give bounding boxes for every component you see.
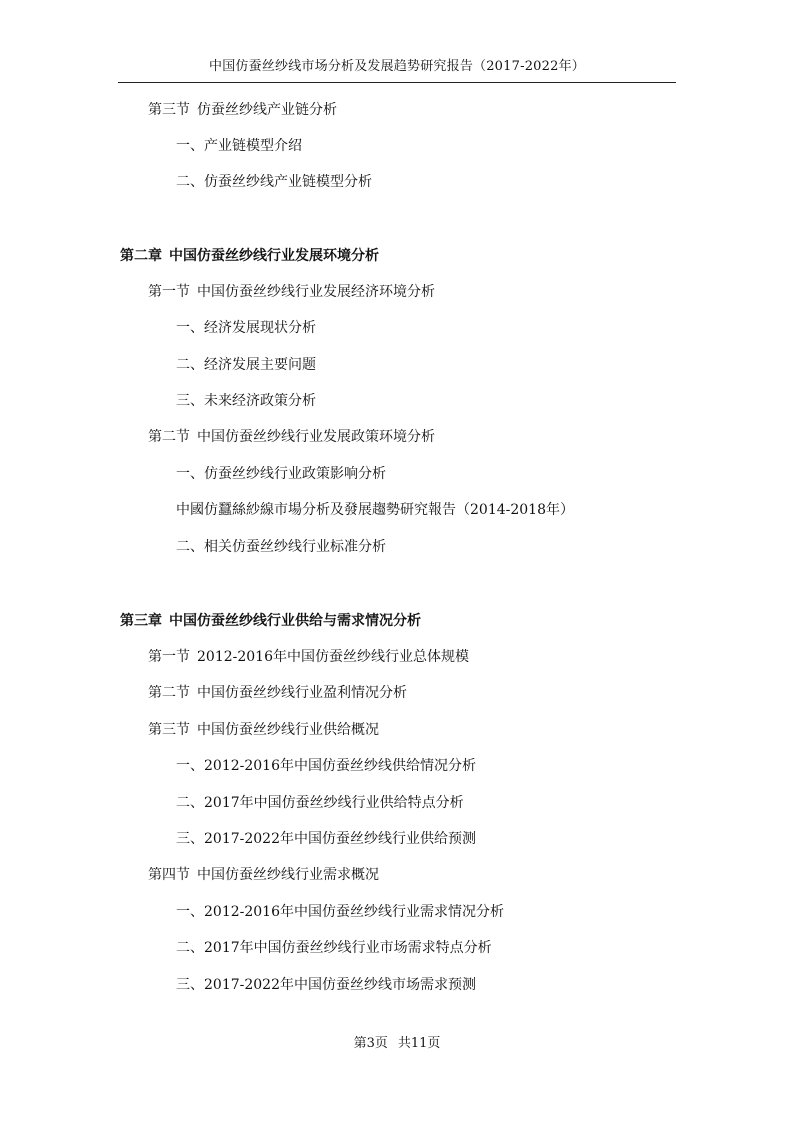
toc-prefix: 第二节 <box>148 685 190 701</box>
toc-text: 二、2017年中国仿蚕丝纱线行业供给特点分析 <box>176 795 464 811</box>
toc-chapter <box>120 247 379 265</box>
toc-section <box>148 101 337 119</box>
toc-text: 中国仿蚕丝纱线行业供给概况 <box>197 722 379 738</box>
toc-prefix: 第三节 <box>148 102 190 118</box>
toc-item <box>176 356 316 374</box>
toc-section <box>148 684 407 702</box>
toc-prefix: 第三节 <box>148 722 190 738</box>
toc-text: 一、2012-2016年中国仿蚕丝纱线行业需求情况分析 <box>176 904 504 920</box>
toc-item <box>176 794 464 812</box>
toc-item <box>176 465 386 483</box>
toc-item <box>176 319 316 337</box>
toc-text: 三、2017-2022年中国仿蚕丝纱线行业供给预测 <box>176 831 476 847</box>
toc-item <box>176 903 504 921</box>
toc-section <box>148 283 435 301</box>
toc-text: 中国仿蚕丝纱线行业盈利情况分析 <box>197 685 407 701</box>
toc-section <box>148 428 435 446</box>
toc-prefix: 第二章 <box>120 248 162 264</box>
toc-item <box>176 392 316 410</box>
toc-item <box>176 137 302 155</box>
toc-text: 二、经济发展主要问题 <box>176 357 316 373</box>
toc-prefix: 第四节 <box>148 867 190 883</box>
toc-item <box>176 538 386 556</box>
header-divider <box>118 82 676 83</box>
toc-text: 三、2017-2022年中国仿蚕丝纱线市场需求预测 <box>176 977 476 993</box>
toc-text: 二、2017年中国仿蚕丝纱线行业市场需求特点分析 <box>176 940 492 956</box>
page-header-title: 中国仿蚕丝纱线市场分析及发展趋势研究报告（2017-2022年） <box>209 59 585 74</box>
toc-item-related-report <box>176 501 574 519</box>
toc-text: 中国仿蚕丝纱线行业需求概况 <box>197 867 379 883</box>
page-footer <box>0 1032 794 1051</box>
toc-chapter <box>120 612 421 630</box>
toc-text: 中国仿蚕丝纱线行业发展环境分析 <box>169 248 379 264</box>
toc-section <box>148 721 379 739</box>
toc-text: 三、未来经济政策分析 <box>176 393 316 409</box>
toc-text: 一、产业链模型介绍 <box>176 138 302 154</box>
toc-prefix: 第三章 <box>120 613 162 629</box>
toc-item <box>176 939 492 957</box>
toc-item <box>176 830 476 848</box>
toc-text: 二、相关仿蚕丝纱线行业标准分析 <box>176 539 386 555</box>
toc-text: 中国仿蚕丝纱线行业发展经济环境分析 <box>197 284 435 300</box>
toc-text: 二、仿蚕丝纱线产业链模型分析 <box>176 174 372 190</box>
toc-text: 中國仿蠶絲紗線市場分析及發展趨勢研究報告（2014-2018年） <box>176 502 574 518</box>
toc-item <box>176 757 476 775</box>
page-number: 第3页 <box>353 1036 388 1051</box>
toc-text: 2012-2016年中国仿蚕丝纱线行业总体规模 <box>197 649 469 665</box>
toc-prefix: 第一节 <box>148 649 190 665</box>
page-total: 共11页 <box>397 1036 441 1051</box>
toc-text: 中国仿蚕丝纱线行业供给与需求情况分析 <box>169 613 421 629</box>
toc-section <box>148 648 469 666</box>
toc-text: 一、2012-2016年中国仿蚕丝纱线供给情况分析 <box>176 758 476 774</box>
toc-text: 中国仿蚕丝纱线行业发展政策环境分析 <box>197 429 435 445</box>
toc-text: 一、经济发展现状分析 <box>176 320 316 336</box>
toc-text: 仿蚕丝纱线产业链分析 <box>197 102 337 118</box>
toc-section <box>148 866 379 884</box>
toc-item <box>176 173 372 191</box>
toc-item <box>176 976 476 994</box>
toc-prefix: 第一节 <box>148 284 190 300</box>
toc-text: 一、仿蚕丝纱线行业政策影响分析 <box>176 466 386 482</box>
toc-prefix: 第二节 <box>148 429 190 445</box>
